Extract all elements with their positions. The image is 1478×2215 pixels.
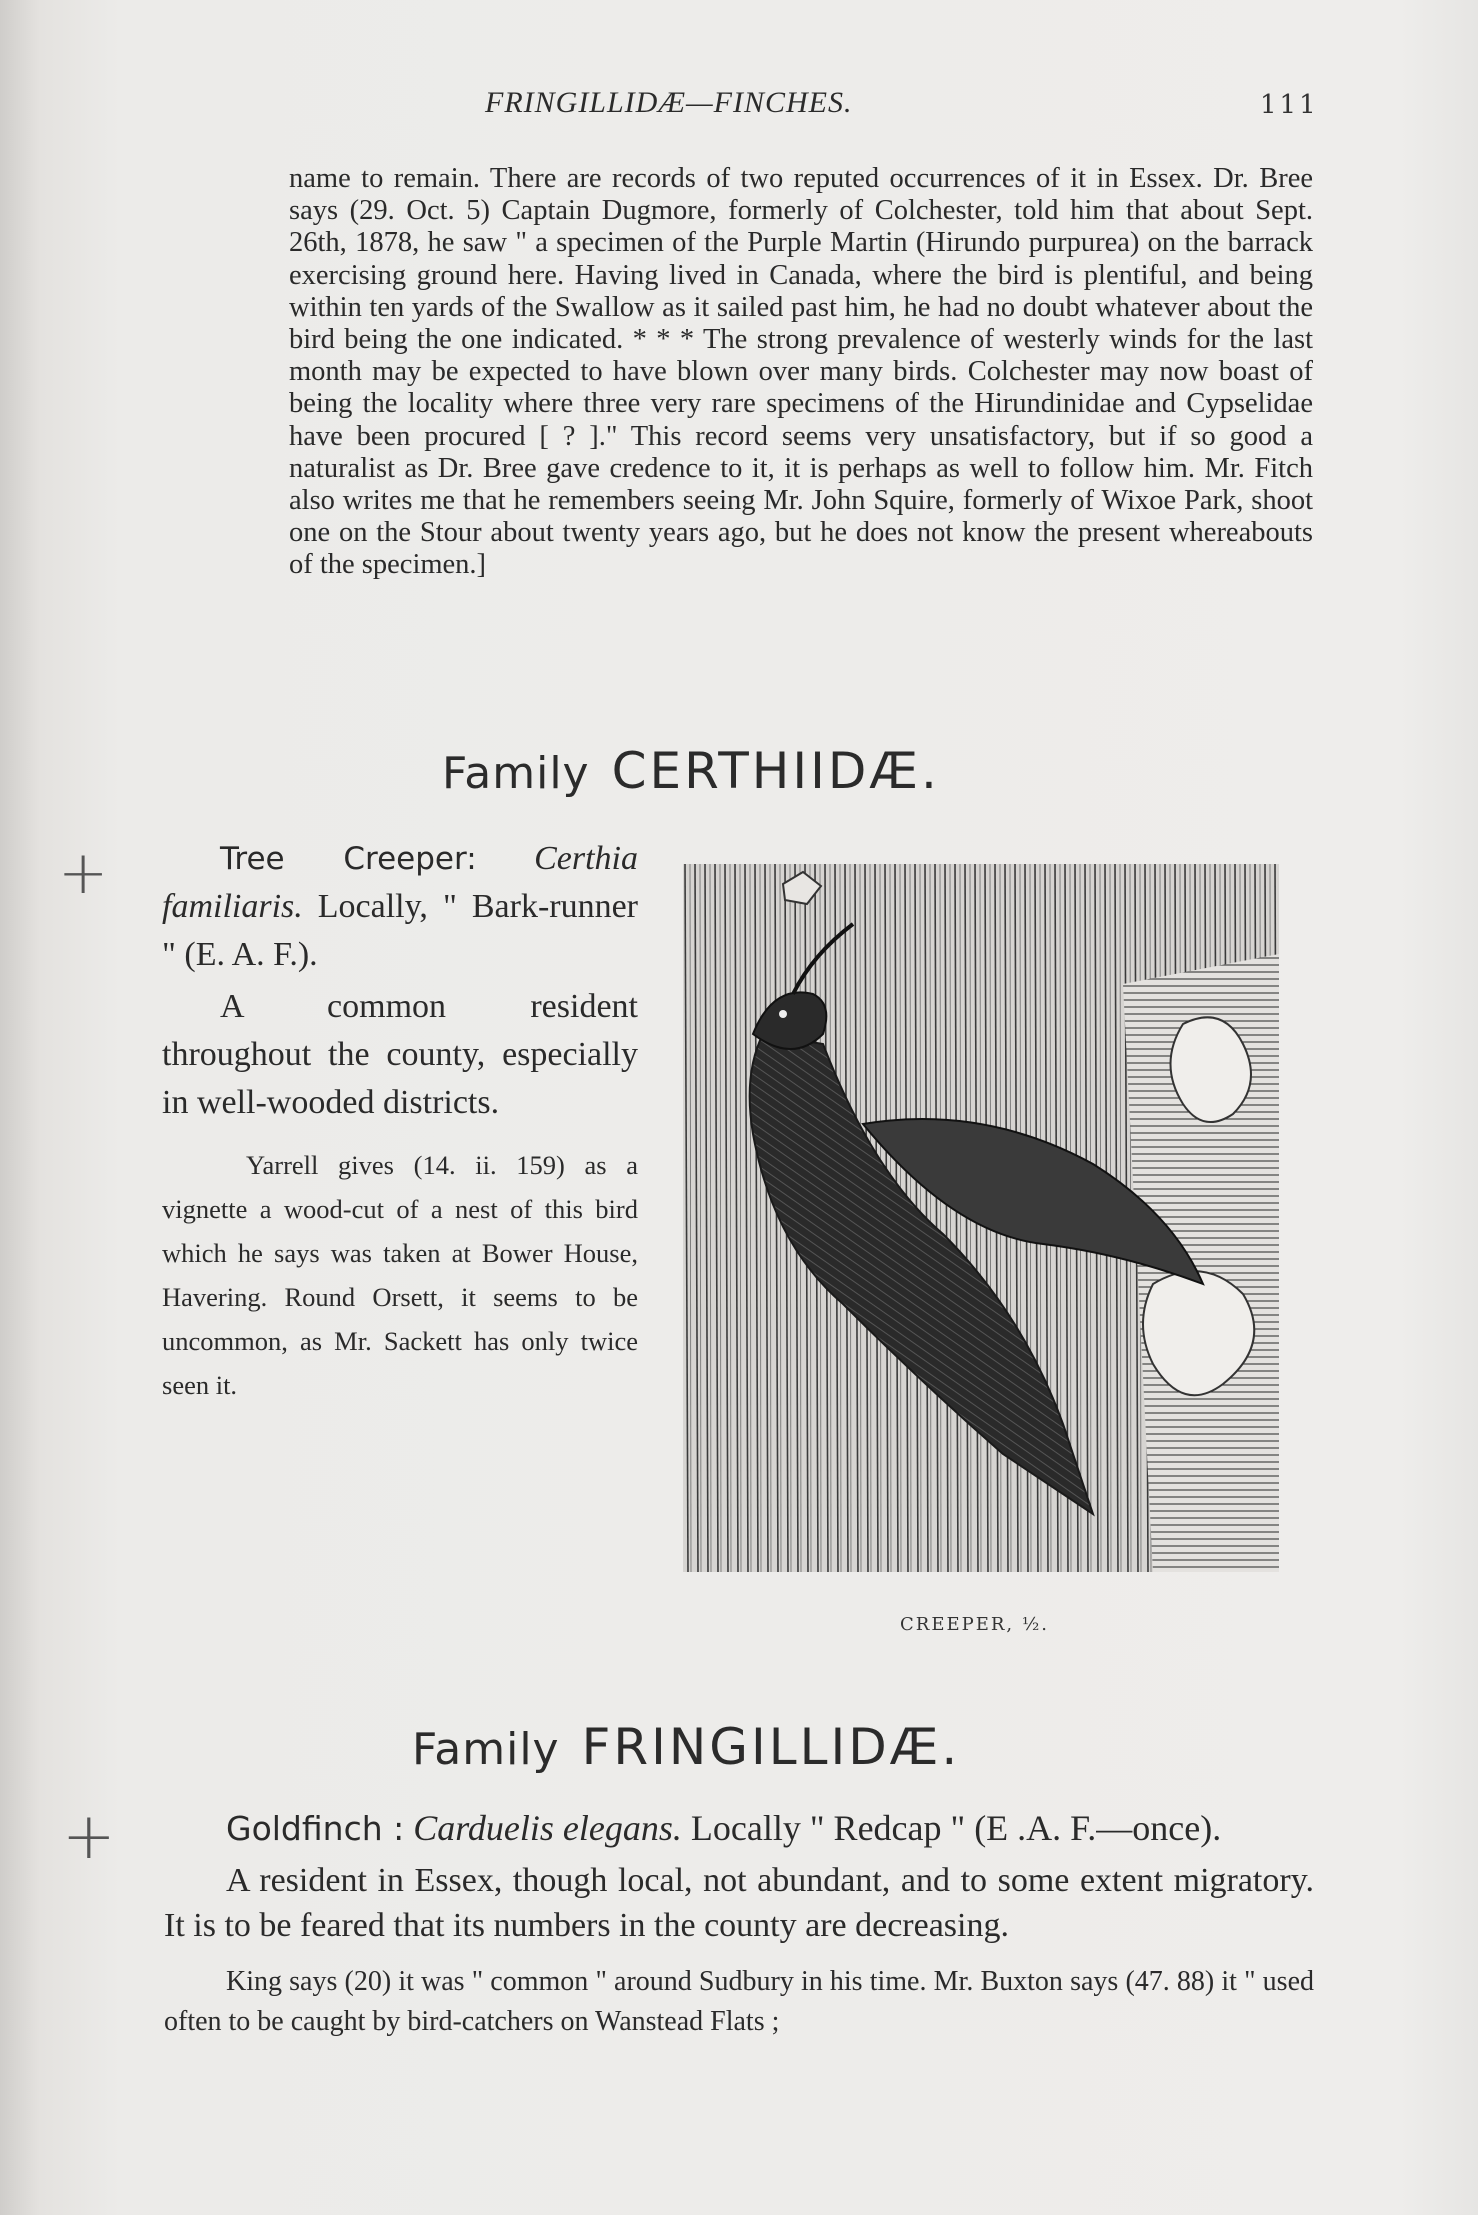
local-name: Locally " Redcap " (E .A. F.—once). <box>690 1808 1222 1848</box>
intro-paragraph: name to remain. There are records of two reputed occurrences of it in Essex. Dr. Bree says (29. Oct. 5) Captain Dugmore, formerly of Colchester, told him that about Sept. 26th, 1878, he saw " a specimen of the Purple Martin (Hirundo purpurea) on the barrack exercising ground here. Having lived in Canada, where the bird is plentiful, and being within ten yards of the Swallow as it sailed past him, he had no doubt whatever about the bird being the one indicated. * * * The strong prevalence of westerly winds for the last month may be expected to have blown over many birds. Colchester may now boast of being the locality where three very rare specimens of the Hirundinidae and Cypselidae have been procured [ ? ]." This record seems very unsatisfactory, but if so good a naturalist as Dr. Bree gave credence to it, it is perhaps as well to follow him. Mr. Fitch also writes me that he remembers seeing Mr. John Squire, formerly of Wixoe Park, shoot one on the Stour about twenty years ago, but he does not know the present whereabouts of the specimen.] <box>289 163 1313 581</box>
latin-name: Certhia familiaris. <box>162 840 638 925</box>
intro-paragraph-block <box>289 163 1313 582</box>
family-word: Family <box>412 1724 560 1775</box>
family-word: Family <box>442 748 590 799</box>
goldfinch-lead <box>164 1805 1314 1852</box>
tree-creeper-lead <box>162 835 638 979</box>
family-fringillidae-heading <box>412 1718 960 1776</box>
tree-creeper-entry <box>162 835 638 1407</box>
family-name: CERTHIIDÆ. <box>611 742 940 800</box>
species-name: Goldfinch : <box>226 1809 405 1848</box>
margin-cross-mark: + <box>62 1800 116 1874</box>
running-title: FRINGILLIDÆ—FINCHES. <box>485 86 853 119</box>
margin-cross-mark: + <box>58 838 109 908</box>
tree-creeper-paragraph-1: A common resident throughout the county, especially in well-wooded districts. <box>162 988 638 1121</box>
goldfinch-paragraph-2: King says (20) it was " common " around Sudbury in his time. Mr. Buxton says (47. 88) it " used often to be caught by bird-catchers on Wanstead Flats ; <box>164 1966 1314 2037</box>
page-number: 111 <box>1260 90 1319 120</box>
creeper-woodcut-illustration <box>683 864 1279 1572</box>
species-name: Tree Creeper: <box>220 841 477 877</box>
goldfinch-entry <box>164 1805 1314 2042</box>
local-name: Locally, " Bark-runner " (E. A. F.). <box>162 888 638 973</box>
tree-creeper-paragraph-2: Yarrell gives (14. ii. 159) as a vignette a wood-cut of a nest of this bird which he says was taken at Bower House, Havering. Round Orsett, it seems to be uncommon, as Mr. Sackett has only twice seen it. <box>162 1150 638 1400</box>
family-certhiidae-heading <box>442 742 940 800</box>
creeper-eye <box>779 1010 787 1018</box>
illustration-caption: CREEPER, ½. <box>900 1614 1050 1635</box>
running-header <box>0 86 1478 126</box>
goldfinch-paragraph-1: A resident in Essex, though local, not abundant, and to some extent migratory. It is to be feared that its numbers in the county are decreasing. <box>164 1862 1314 1944</box>
woodcut-svg <box>683 864 1279 1572</box>
latin-name: Carduelis elegans. <box>413 1808 682 1848</box>
family-name: FRINGILLIDÆ. <box>581 1718 961 1776</box>
